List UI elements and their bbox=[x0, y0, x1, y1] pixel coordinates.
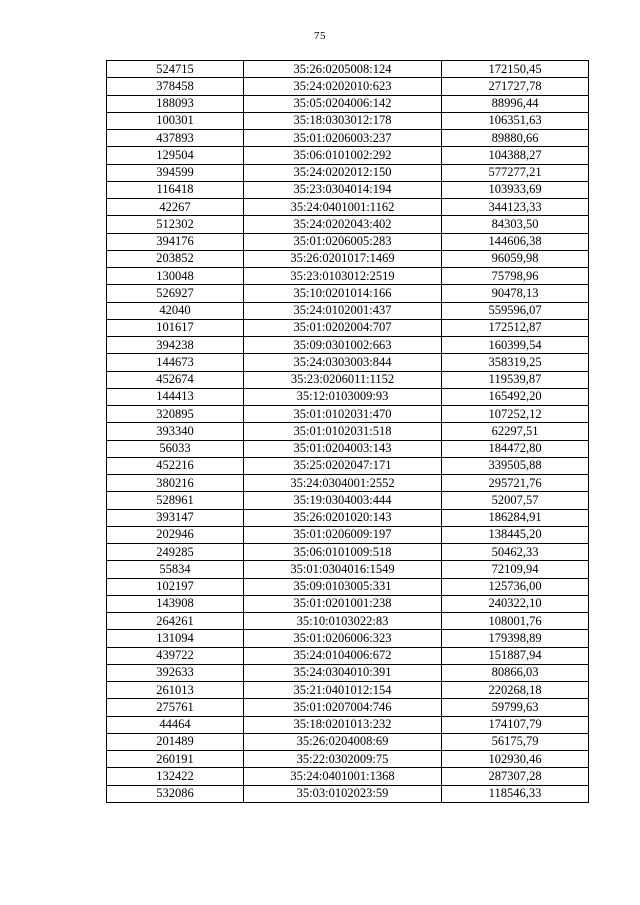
cadastral-number-cell: 35:01:0206009:197 bbox=[244, 526, 442, 543]
cadastral-number-cell: 35:24:0304010:391 bbox=[244, 664, 442, 681]
table-row bbox=[107, 233, 589, 250]
record-id-cell: 261013 bbox=[107, 682, 244, 699]
registry-table-body bbox=[107, 61, 589, 803]
value-cell: 138445,20 bbox=[442, 526, 589, 543]
value-cell: 106351,63 bbox=[442, 112, 589, 129]
cadastral-number-cell: 35:01:0102031:470 bbox=[244, 406, 442, 423]
value-cell: 50462,33 bbox=[442, 544, 589, 561]
value-cell: 88996,44 bbox=[442, 95, 589, 112]
value-cell: 240322,10 bbox=[442, 595, 589, 612]
table-row bbox=[107, 664, 589, 681]
cadastral-number-cell: 35:09:0301002:663 bbox=[244, 337, 442, 354]
table-row bbox=[107, 475, 589, 492]
record-id-cell: 143908 bbox=[107, 595, 244, 612]
table-row bbox=[107, 371, 589, 388]
value-cell: 62297,51 bbox=[442, 423, 589, 440]
cadastral-number-cell: 35:26:0204008:69 bbox=[244, 733, 442, 750]
record-id-cell: 132422 bbox=[107, 768, 244, 785]
cadastral-number-cell: 35:12:0103009:93 bbox=[244, 388, 442, 405]
value-cell: 172150,45 bbox=[442, 61, 589, 78]
table-row bbox=[107, 78, 589, 95]
record-id-cell: 264261 bbox=[107, 613, 244, 630]
cadastral-number-cell: 35:23:0304014:194 bbox=[244, 181, 442, 198]
table-row bbox=[107, 406, 589, 423]
table-row bbox=[107, 302, 589, 319]
table-row bbox=[107, 423, 589, 440]
record-id-cell: 144673 bbox=[107, 354, 244, 371]
table-row bbox=[107, 526, 589, 543]
cadastral-number-cell: 35:24:0304001:2552 bbox=[244, 475, 442, 492]
value-cell: 186284,91 bbox=[442, 509, 589, 526]
record-id-cell: 249285 bbox=[107, 544, 244, 561]
table-row bbox=[107, 95, 589, 112]
cadastral-number-cell: 35:24:0401001:1368 bbox=[244, 768, 442, 785]
record-id-cell: 260191 bbox=[107, 751, 244, 768]
table-row bbox=[107, 337, 589, 354]
table-row bbox=[107, 630, 589, 647]
cadastral-number-cell: 35:23:0103012:2519 bbox=[244, 268, 442, 285]
cadastral-number-cell: 35:01:0206006:323 bbox=[244, 630, 442, 647]
table-row bbox=[107, 388, 589, 405]
cadastral-number-cell: 35:18:0201013:232 bbox=[244, 716, 442, 733]
table-row bbox=[107, 716, 589, 733]
record-id-cell: 452216 bbox=[107, 457, 244, 474]
table-row bbox=[107, 61, 589, 78]
record-id-cell: 512302 bbox=[107, 216, 244, 233]
value-cell: 102930,46 bbox=[442, 751, 589, 768]
cadastral-number-cell: 35:10:0103022:83 bbox=[244, 613, 442, 630]
value-cell: 108001,76 bbox=[442, 613, 589, 630]
table-row bbox=[107, 682, 589, 699]
cadastral-number-cell: 35:03:0102023:59 bbox=[244, 785, 442, 802]
cadastral-number-cell: 35:05:0204006:142 bbox=[244, 95, 442, 112]
record-id-cell: 452674 bbox=[107, 371, 244, 388]
cadastral-number-cell: 35:10:0201014:166 bbox=[244, 285, 442, 302]
cadastral-number-cell: 35:01:0207004:746 bbox=[244, 699, 442, 716]
cadastral-number-cell: 35:06:0101002:292 bbox=[244, 147, 442, 164]
record-id-cell: 532086 bbox=[107, 785, 244, 802]
cadastral-number-cell: 35:26:0205008:124 bbox=[244, 61, 442, 78]
record-id-cell: 378458 bbox=[107, 78, 244, 95]
value-cell: 271727,78 bbox=[442, 78, 589, 95]
record-id-cell: 201489 bbox=[107, 733, 244, 750]
record-id-cell: 116418 bbox=[107, 181, 244, 198]
cadastral-number-cell: 35:19:0304003:444 bbox=[244, 492, 442, 509]
cadastral-number-cell: 35:01:0304016:1549 bbox=[244, 561, 442, 578]
record-id-cell: 394176 bbox=[107, 233, 244, 250]
record-id-cell: 275761 bbox=[107, 699, 244, 716]
record-id-cell: 144413 bbox=[107, 388, 244, 405]
value-cell: 174107,79 bbox=[442, 716, 589, 733]
value-cell: 339505,88 bbox=[442, 457, 589, 474]
cadastral-number-cell: 35:01:0202004:707 bbox=[244, 319, 442, 336]
value-cell: 107252,12 bbox=[442, 406, 589, 423]
value-cell: 165492,20 bbox=[442, 388, 589, 405]
record-id-cell: 100301 bbox=[107, 112, 244, 129]
table-row bbox=[107, 492, 589, 509]
record-id-cell: 526927 bbox=[107, 285, 244, 302]
record-id-cell: 439722 bbox=[107, 647, 244, 664]
record-id-cell: 394599 bbox=[107, 164, 244, 181]
cadastral-number-cell: 35:01:0102031:518 bbox=[244, 423, 442, 440]
value-cell: 295721,76 bbox=[442, 475, 589, 492]
table-row bbox=[107, 785, 589, 802]
table-row bbox=[107, 199, 589, 216]
cadastral-number-cell: 35:26:0201017:1469 bbox=[244, 250, 442, 267]
cadastral-number-cell: 35:24:0202043:402 bbox=[244, 216, 442, 233]
record-id-cell: 393340 bbox=[107, 423, 244, 440]
table-row bbox=[107, 130, 589, 147]
cadastral-number-cell: 35:01:0204003:143 bbox=[244, 440, 442, 457]
cadastral-number-cell: 35:24:0202010:623 bbox=[244, 78, 442, 95]
record-id-cell: 42267 bbox=[107, 199, 244, 216]
value-cell: 119539,87 bbox=[442, 371, 589, 388]
record-id-cell: 129504 bbox=[107, 147, 244, 164]
value-cell: 104388,27 bbox=[442, 147, 589, 164]
value-cell: 344123,33 bbox=[442, 199, 589, 216]
value-cell: 125736,00 bbox=[442, 578, 589, 595]
record-id-cell: 203852 bbox=[107, 250, 244, 267]
record-id-cell: 380216 bbox=[107, 475, 244, 492]
value-cell: 72109,94 bbox=[442, 561, 589, 578]
cadastral-number-cell: 35:01:0201001:238 bbox=[244, 595, 442, 612]
value-cell: 75798,96 bbox=[442, 268, 589, 285]
table-row bbox=[107, 613, 589, 630]
table-row bbox=[107, 285, 589, 302]
value-cell: 577277,21 bbox=[442, 164, 589, 181]
record-id-cell: 55834 bbox=[107, 561, 244, 578]
cadastral-number-cell: 35:26:0201020:143 bbox=[244, 509, 442, 526]
record-id-cell: 131094 bbox=[107, 630, 244, 647]
value-cell: 84303,50 bbox=[442, 216, 589, 233]
cadastral-number-cell: 35:01:0206005:283 bbox=[244, 233, 442, 250]
value-cell: 151887,94 bbox=[442, 647, 589, 664]
table-row bbox=[107, 354, 589, 371]
record-id-cell: 320895 bbox=[107, 406, 244, 423]
value-cell: 220268,18 bbox=[442, 682, 589, 699]
table-row bbox=[107, 544, 589, 561]
table-row bbox=[107, 595, 589, 612]
value-cell: 90478,13 bbox=[442, 285, 589, 302]
record-id-cell: 393147 bbox=[107, 509, 244, 526]
cadastral-number-cell: 35:24:0202012:150 bbox=[244, 164, 442, 181]
value-cell: 179398,89 bbox=[442, 630, 589, 647]
table-row bbox=[107, 647, 589, 664]
table-row bbox=[107, 181, 589, 198]
value-cell: 96059,98 bbox=[442, 250, 589, 267]
record-id-cell: 130048 bbox=[107, 268, 244, 285]
record-id-cell: 102197 bbox=[107, 578, 244, 595]
cadastral-number-cell: 35:24:0102001:437 bbox=[244, 302, 442, 319]
value-cell: 358319,25 bbox=[442, 354, 589, 371]
record-id-cell: 188093 bbox=[107, 95, 244, 112]
table-row bbox=[107, 216, 589, 233]
value-cell: 59799,63 bbox=[442, 699, 589, 716]
record-id-cell: 437893 bbox=[107, 130, 244, 147]
registry-table bbox=[106, 60, 589, 803]
value-cell: 172512,87 bbox=[442, 319, 589, 336]
cadastral-number-cell: 35:24:0303003:844 bbox=[244, 354, 442, 371]
table-row bbox=[107, 268, 589, 285]
value-cell: 144606,38 bbox=[442, 233, 589, 250]
record-id-cell: 528961 bbox=[107, 492, 244, 509]
table-row bbox=[107, 112, 589, 129]
value-cell: 56175,79 bbox=[442, 733, 589, 750]
page-number: 75 bbox=[314, 30, 326, 42]
cadastral-number-cell: 35:24:0104006:672 bbox=[244, 647, 442, 664]
cadastral-number-cell: 35:06:0101009:518 bbox=[244, 544, 442, 561]
table-row bbox=[107, 561, 589, 578]
record-id-cell: 42040 bbox=[107, 302, 244, 319]
value-cell: 118546,33 bbox=[442, 785, 589, 802]
table-row bbox=[107, 147, 589, 164]
value-cell: 103933,69 bbox=[442, 181, 589, 198]
record-id-cell: 202946 bbox=[107, 526, 244, 543]
cadastral-number-cell: 35:18:0303012:178 bbox=[244, 112, 442, 129]
cadastral-number-cell: 35:24:0401001:1162 bbox=[244, 199, 442, 216]
cadastral-number-cell: 35:23:0206011:1152 bbox=[244, 371, 442, 388]
value-cell: 160399,54 bbox=[442, 337, 589, 354]
record-id-cell: 44464 bbox=[107, 716, 244, 733]
table-row bbox=[107, 440, 589, 457]
record-id-cell: 394238 bbox=[107, 337, 244, 354]
table-row bbox=[107, 164, 589, 181]
cadastral-number-cell: 35:01:0206003:237 bbox=[244, 130, 442, 147]
record-id-cell: 101617 bbox=[107, 319, 244, 336]
cadastral-number-cell: 35:21:0401012:154 bbox=[244, 682, 442, 699]
table-row bbox=[107, 509, 589, 526]
value-cell: 89880,66 bbox=[442, 130, 589, 147]
record-id-cell: 392633 bbox=[107, 664, 244, 681]
table-row bbox=[107, 578, 589, 595]
table-row bbox=[107, 250, 589, 267]
table-row bbox=[107, 751, 589, 768]
table-row bbox=[107, 699, 589, 716]
cadastral-number-cell: 35:22:0302009:75 bbox=[244, 751, 442, 768]
table-row bbox=[107, 733, 589, 750]
value-cell: 184472,80 bbox=[442, 440, 589, 457]
value-cell: 52007,57 bbox=[442, 492, 589, 509]
value-cell: 559596,07 bbox=[442, 302, 589, 319]
cadastral-number-cell: 35:09:0103005:331 bbox=[244, 578, 442, 595]
table-row bbox=[107, 768, 589, 785]
table-row bbox=[107, 319, 589, 336]
cadastral-number-cell: 35:25:0202047:171 bbox=[244, 457, 442, 474]
record-id-cell: 524715 bbox=[107, 61, 244, 78]
record-id-cell: 56033 bbox=[107, 440, 244, 457]
value-cell: 287307,28 bbox=[442, 768, 589, 785]
value-cell: 80866,03 bbox=[442, 664, 589, 681]
table-row bbox=[107, 457, 589, 474]
